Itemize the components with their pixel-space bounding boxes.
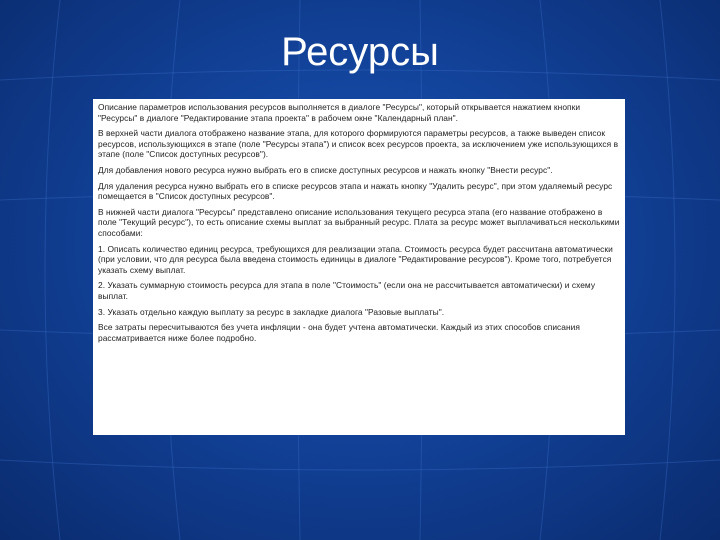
slide-title: Ресурсы — [281, 30, 439, 74]
paragraph: Для добавления нового ресурса нужно выбрать его в списке доступных ресурсов и нажать кнопку "Внести ресурс". — [98, 164, 553, 175]
paragraph: Все затраты пересчитываются без учета инфляции - она будет учтена автоматически. Каждый из этих способов списания рассматривается ниже более подробно. — [98, 322, 580, 343]
paragraph: Для удаления ресурса нужно выбрать его в списке ресурсов этапа и нажать кнопку "Удалить ресурс", при этом удаляемый ресурс помещается в "Список доступных ресурсов". — [98, 180, 613, 202]
paragraph: В нижней части диалога "Ресурсы" представлено описание использования текущего ресурса этапа (его название отображено в поле "Текущий ресурс"), то есть описание схемы выплат за выбранный ресурс. Плата за ресурс может выплачиваться несколькими способами: — [98, 206, 620, 238]
text-panel — [93, 99, 625, 435]
paragraph: Описание параметров использования ресурсов выполняется в диалоге "Ресурсы", который открывается нажатием кнопки "Ресурсы" в диалоге "Редактирование этапа проекта" в рабочем окне "Календарный план". — [98, 102, 581, 123]
paragraph: 1. Описать количество единиц ресурса, требующихся для реализации этапа. Стоимость ресурса будет рассчитана автоматически (при условии, что для ресурса была введена стоимость единицы в диалоге "Редактирование ресурсов"). Кроме того, потребуется указать схему выплат. — [98, 243, 613, 275]
paragraph: В верхней части диалога отображено название этапа, для которого формируются параметры ресурсов, а также выведен список ресурсов, использующихся в этапе (поле "Ресурсы этапа") и список всех ресурсов проекта, за исключением уже использующихся в этапе (поле "Список доступных ресурсов"). — [98, 128, 619, 160]
paragraph: 3. Указать отдельно каждую выплату за ресурс в закладке диалога "Разовые выплаты". — [98, 306, 445, 317]
paragraph: 2. Указать суммарную стоимость ресурса для этапа в поле "Стоимость" (если она не рассчитывается автоматически) и схему выплат. — [98, 280, 596, 301]
